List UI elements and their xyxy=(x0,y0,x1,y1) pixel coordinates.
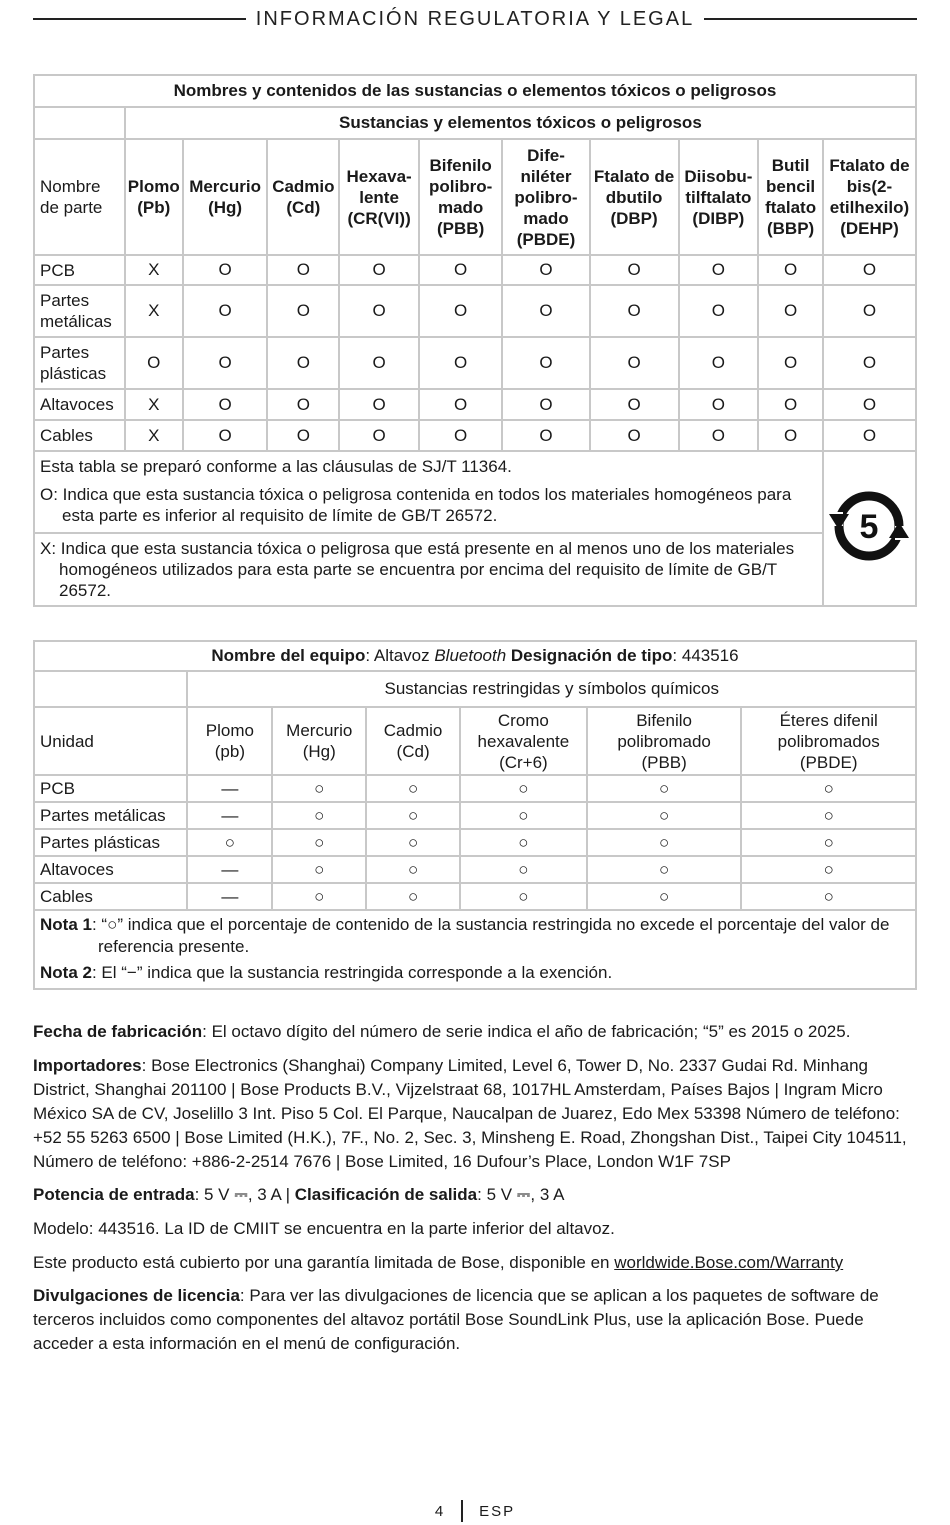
importers-paragraph xyxy=(33,1054,917,1174)
table1-row xyxy=(34,337,916,389)
table1-cell: O xyxy=(679,255,759,285)
table1-cell: O xyxy=(590,420,679,451)
table1-cell: O xyxy=(823,255,916,285)
table1-row-name: Partes metálicas xyxy=(34,285,125,337)
table2-cell: ○ xyxy=(587,829,742,856)
table1-part-header: Nombre de parte xyxy=(34,139,125,255)
table2-cell: ○ xyxy=(272,802,366,829)
table1-cell: O xyxy=(339,255,419,285)
table1-cell: O xyxy=(823,389,916,420)
note2-label: Nota 2 xyxy=(40,963,92,982)
warranty-text: Este producto está cubierto por una garantía limitada de Bose, disponible en xyxy=(33,1253,615,1272)
table1-cell: O xyxy=(183,420,268,451)
table2-notes xyxy=(34,910,916,989)
table1-row xyxy=(34,285,916,337)
epup-logo-number: 5 xyxy=(860,508,879,546)
page-title: INFORMACIÓN REGULATORIA Y LEGAL xyxy=(255,7,695,30)
table1-cell: X xyxy=(125,255,183,285)
table2-cell: ○ xyxy=(366,802,460,829)
table1-cell: O xyxy=(758,389,823,420)
table2-cell: ○ xyxy=(460,856,587,883)
table1-cell: O xyxy=(590,285,679,337)
epup-logo-cell xyxy=(823,451,916,606)
table1-col-header: Cadmio (Cd) xyxy=(267,139,339,255)
table2-cell: ○ xyxy=(460,802,587,829)
table2-col-header: Bifenilo polibromado (PBB) xyxy=(587,707,742,775)
table2-row xyxy=(34,802,916,829)
manufacture-date-paragraph xyxy=(33,1020,917,1044)
table1-row xyxy=(34,255,916,285)
table2-row-name: PCB xyxy=(34,775,187,802)
table1-cell: O xyxy=(419,337,502,389)
table1-cell: O xyxy=(339,389,419,420)
table1-cell: O xyxy=(267,420,339,451)
table2-subcaption: Sustancias restringidas y símbolos químicos xyxy=(187,671,916,707)
table2-cell: ○ xyxy=(460,775,587,802)
restricted-substances-table xyxy=(33,640,917,990)
table1-cell: O xyxy=(502,389,589,420)
hazardous-substances-table xyxy=(33,74,917,607)
table2-cell: — xyxy=(187,775,272,802)
table2-cell: ○ xyxy=(587,775,742,802)
table2-cell: ○ xyxy=(366,883,460,910)
table2-col-header: Cadmio (Cd) xyxy=(366,707,460,775)
table1-cell: O xyxy=(823,285,916,337)
table1-cell: O xyxy=(679,285,759,337)
table2-col-header: Mercurio (Hg) xyxy=(272,707,366,775)
table1-cell: O xyxy=(679,337,759,389)
warranty-paragraph xyxy=(33,1251,917,1275)
power-paragraph xyxy=(33,1183,917,1207)
input-power-label: Potencia de entrada xyxy=(33,1185,195,1204)
type-designation-value: : 443516 xyxy=(672,646,739,665)
table2-col-header: Cromo hexavalente (Cr+6) xyxy=(460,707,587,775)
table1-cell: O xyxy=(419,255,502,285)
table1-cell: O xyxy=(267,285,339,337)
table1-col-header: Ftalato de bis(2-etilhexilo) (DEHP) xyxy=(823,139,916,255)
table1-subcaption: Sustancias y elementos tóxicos o peligrosos xyxy=(125,107,916,139)
table2-cell: ○ xyxy=(366,856,460,883)
table1-cell: O xyxy=(267,255,339,285)
table1-cell: O xyxy=(758,420,823,451)
table1-note-x-cell xyxy=(34,533,823,606)
table2-cell: ○ xyxy=(366,775,460,802)
table1-row xyxy=(34,420,916,451)
table1-cell: O xyxy=(590,337,679,389)
table1-cell: O xyxy=(183,255,268,285)
manufacture-date-label: Fecha de fabricación xyxy=(33,1022,203,1041)
table1-row-name: Altavoces xyxy=(34,389,125,420)
table1-cell: O xyxy=(125,337,183,389)
table1-col-header: Bifenilo polibro-mado (PBB) xyxy=(419,139,502,255)
note2-text: : El “−” indica que la sustancia restringida corresponde a la exención. xyxy=(91,963,613,982)
table2-cell: ○ xyxy=(272,856,366,883)
license-label: Divulgaciones de licencia xyxy=(33,1286,240,1305)
table2-row xyxy=(34,829,916,856)
table1-note-o-cell xyxy=(34,451,823,533)
warranty-link[interactable]: worldwide.Bose.com/Warranty xyxy=(614,1253,844,1272)
table1-cell: O xyxy=(502,420,589,451)
table2-col-header: Éteres difenil polibromados (PBDE) xyxy=(741,707,916,775)
table2-note2 xyxy=(40,962,910,984)
model-paragraph xyxy=(33,1217,917,1241)
table1-row-name: Partes plásticas xyxy=(34,337,125,389)
table2-cell: ○ xyxy=(587,856,742,883)
table2-cell: — xyxy=(187,883,272,910)
table1-col-header: Mercurio (Hg) xyxy=(183,139,268,255)
manufacture-date-text: : El octavo dígito del número de serie indica el año de fabricación; “5” es 2015 o 2025. xyxy=(202,1022,851,1041)
table2-caption xyxy=(34,641,916,671)
table2-row xyxy=(34,856,916,883)
license-paragraph xyxy=(33,1284,917,1356)
table1-cell: O xyxy=(339,420,419,451)
input-power-text: : 5 V ⎓, 3 A | xyxy=(194,1185,295,1204)
epup-5-logo-icon xyxy=(829,486,909,566)
table2-row xyxy=(34,775,916,802)
table2-cell: ○ xyxy=(460,883,587,910)
table1-cell: O xyxy=(823,337,916,389)
table2-cell: ○ xyxy=(366,829,460,856)
table1-col-header: Diisobu-tilftalato (DIBP) xyxy=(679,139,759,255)
model-text: Modelo: 443516. La ID de CMIIT se encuentra en la parte inferior del altavoz. xyxy=(33,1219,615,1238)
table2-cell: ○ xyxy=(741,883,916,910)
table1-caption: Nombres y contenidos de las sustancias o elementos tóxicos o peligrosos xyxy=(34,75,916,107)
table2-col-header: Plomo (pb) xyxy=(187,707,272,775)
table1-row-name: PCB xyxy=(34,255,125,285)
table2-cell: ○ xyxy=(741,829,916,856)
table2-cell: ○ xyxy=(272,829,366,856)
table1-cell: O xyxy=(183,389,268,420)
license-text: : Para ver las divulgaciones de licencia que se aplican a los paquetes de software de terceros incluidos como componentes del altavoz portátil Bose SoundLink Plus, use la aplicación Bose. Puede acceder a esta información en el menú de configuración. xyxy=(33,1286,879,1353)
table2-row xyxy=(34,883,916,910)
table1-cell: O xyxy=(339,337,419,389)
header-rule-right xyxy=(704,18,917,20)
table1-cell: O xyxy=(183,337,268,389)
table1-note-x: X: Indica que esta sustancia tóxica o peligrosa que está presente en al menos uno de los materiales homogéneos utilizados para esta parte se encuentra por encima del requisito de límite de GB/T 26572. xyxy=(40,539,795,600)
table2-cell: — xyxy=(187,856,272,883)
table2-row-name: Partes metálicas xyxy=(34,802,187,829)
table1-cell: O xyxy=(502,285,589,337)
importers-label: Importadores xyxy=(33,1056,142,1075)
page-header xyxy=(33,6,917,32)
table1-col-header: Ftalato de dbutilo (DBP) xyxy=(590,139,679,255)
table1-cell: X xyxy=(125,389,183,420)
table2-cell: — xyxy=(187,802,272,829)
table1-cell: X xyxy=(125,420,183,451)
table1-cell: O xyxy=(679,420,759,451)
table2-cell: ○ xyxy=(741,856,916,883)
note1-label: Nota 1 xyxy=(40,915,92,934)
table1-row-name: Cables xyxy=(34,420,125,451)
table1-cell: O xyxy=(419,285,502,337)
table1-col-header: Plomo (Pb) xyxy=(125,139,183,255)
table1-cell: O xyxy=(419,389,502,420)
table2-cell: ○ xyxy=(741,802,916,829)
output-rating-label: Clasificación de salida xyxy=(294,1185,478,1204)
equipment-name-value: : Altavoz xyxy=(365,646,435,665)
table1-cell: X xyxy=(125,285,183,337)
table1-cell: O xyxy=(419,420,502,451)
table2-unit-header: Unidad xyxy=(34,707,187,775)
table2-note1 xyxy=(40,914,910,958)
equipment-name-label: Nombre del equipo xyxy=(211,646,366,665)
table1-note-o: O: Indica que esta sustancia tóxica o peligrosa contenida en todos los materiales homogéneos para esta parte es inferior al requisito de límite de GB/T 26572. xyxy=(40,485,792,525)
table1-cell: O xyxy=(590,255,679,285)
table1-cell: O xyxy=(758,285,823,337)
table2-cell: ○ xyxy=(741,775,916,802)
table1-cell: O xyxy=(339,285,419,337)
page-footer xyxy=(0,1500,950,1522)
table2-cell: ○ xyxy=(587,883,742,910)
note1-text: : “○” indica que el porcentaje de contenido de la sustancia restringida no excede el porcentaje del valor de referencia presente. xyxy=(91,915,890,956)
table1-cell: O xyxy=(502,337,589,389)
table1-cell: O xyxy=(502,255,589,285)
table1-subcaption-blank xyxy=(34,107,125,139)
table1-cell: O xyxy=(267,337,339,389)
table2-cell: ○ xyxy=(587,802,742,829)
table1-cell: O xyxy=(267,389,339,420)
table2-row-name: Altavoces xyxy=(34,856,187,883)
table1-note-a: Esta tabla se preparó conforme a las cláusulas de SJ/T 11364. xyxy=(40,457,512,476)
table2-cell: ○ xyxy=(272,775,366,802)
table1-cell: O xyxy=(590,389,679,420)
table1-cell: O xyxy=(823,420,916,451)
table2-row-name: Partes plásticas xyxy=(34,829,187,856)
importers-text: : Bose Electronics (Shanghai) Company Limited, Level 6, Tower D, No. 2337 Gudai Rd. Minhang District, Shanghai 201100 | Bose Products B.V., Vijzelstraat 68, 1017HL Amsterdam, Países Bajos | Ingram Micro México SA de CV, Joselillo 3 Int. Piso 5 Col. El Parque, Naucalpan de Juarez, Edo Mex 53398 Número de teléfono: +52 55 5263 6500 | Bose Limited (H.K.), 7F., No. 2, Sec. 3, Minsheng E. Road, Zhongshan Dist., Taipei City 104511, Número de teléfono: +886-2-2514 7676 | Bose Limited, 16 Dufour’s Place, London W1F 7SP xyxy=(33,1056,907,1171)
header-rule-left xyxy=(33,18,246,20)
output-rating-text: : 5 V ⎓, 3 A xyxy=(477,1185,565,1204)
type-designation-label: Designación de tipo xyxy=(506,646,673,665)
table2-subcaption-blank xyxy=(34,671,187,707)
footer-separator xyxy=(461,1500,463,1522)
table1-col-header: Dife-niléter polibro-mado (PBDE) xyxy=(502,139,589,255)
table2-cell: ○ xyxy=(272,883,366,910)
table1-row xyxy=(34,389,916,420)
table2-cell: ○ xyxy=(187,829,272,856)
page-number: 4 xyxy=(434,1502,446,1520)
table1-cell: O xyxy=(183,285,268,337)
table1-cell: O xyxy=(679,389,759,420)
table2-cell: ○ xyxy=(460,829,587,856)
equipment-bluetooth: Bluetooth xyxy=(434,646,507,665)
language-code: ESP xyxy=(479,1502,516,1520)
table1-cell: O xyxy=(758,255,823,285)
table2-row-name: Cables xyxy=(34,883,187,910)
table1-cell: O xyxy=(758,337,823,389)
table1-col-header: Butil bencil ftalato (BBP) xyxy=(758,139,823,255)
table1-col-header: Hexava-lente (CR(VI)) xyxy=(339,139,419,255)
